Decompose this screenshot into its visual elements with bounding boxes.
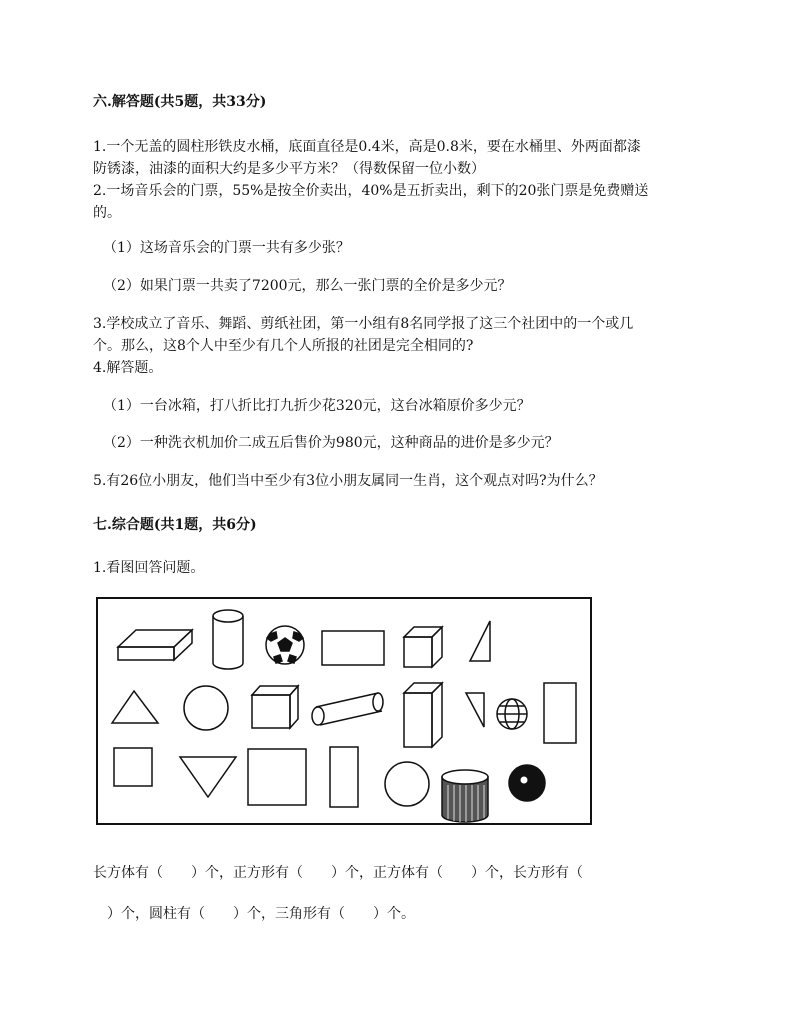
s7-answer-line2: ）个，圆柱有（ ）个，三角形有（ ）个。 — [93, 906, 415, 922]
rectangle-shape — [322, 631, 384, 665]
cuboid-tall-shape — [404, 683, 442, 747]
triangle-shape — [112, 691, 158, 723]
circle-shape — [184, 686, 228, 730]
shapes-svg — [96, 597, 592, 827]
s7-q1-line1: 1.看图回答问题。 — [93, 560, 205, 576]
square-shape — [248, 749, 306, 805]
sphere-dark-shape — [509, 765, 545, 801]
q2-line1: 2.一场音乐会的门票，55%是按全价卖出，40%是五折卖出，剩下的20张门票是免费赠送 — [93, 183, 649, 199]
cylinder-lying-shape — [312, 693, 383, 725]
triangle-shape — [470, 621, 490, 661]
soccer-ball-shape — [266, 626, 304, 664]
q5-line1: 5.有26位小朋友，他们当中至少有3位小朋友属同一生肖，这个观点对吗?为什么？ — [93, 473, 603, 489]
triangle-shape — [466, 693, 484, 727]
rectangle-shape — [544, 683, 576, 743]
cube-shape — [404, 627, 442, 667]
square-shape — [114, 748, 152, 786]
triangle-inverted-shape — [180, 757, 236, 797]
q1-line2: 防锈漆，油漆的面积大约是多少平方米？（得数保留一位小数） — [93, 161, 485, 177]
cylinder-shape — [213, 610, 243, 669]
q2-sub1: （1）这场音乐会的门票一共有多少张？ — [103, 240, 350, 256]
q1-line1: 1.一个无盖的圆柱形铁皮水桶，底面直径是0.4米，高是0.8米，要在水桶里、外两面都漆 — [93, 139, 641, 155]
shapes-figure — [96, 597, 592, 827]
q3-line2: 个。那么，这8个人中至少有几个人所报的社团是完全相同的? — [93, 338, 474, 354]
q4-sub2: （2）一种洗衣机加价二成五后售价为980元，这种商品的进价是多少元？ — [103, 435, 559, 451]
cuboid-flat-shape — [118, 630, 192, 660]
q4-sub1: （1）一台冰箱，打八折比打九折少花320元，这台冰箱原价多少元？ — [103, 398, 531, 414]
q3-line1: 3.学校成立了音乐、舞蹈、剪纸社团，第一小组有8名同学报了这三个社团中的一个或几 — [93, 316, 634, 332]
cube-shape — [252, 686, 298, 728]
q4-line1: 4.解答题。 — [93, 360, 163, 376]
circle-shape — [385, 762, 429, 806]
section6-heading: 六.解答题(共5题，共33分) — [93, 94, 267, 110]
q2-line2: 的。 — [93, 205, 121, 221]
section7-heading: 七.综合题(共1题，共6分) — [93, 517, 257, 533]
cylinder-hatched-shape — [442, 770, 488, 822]
q2-sub2: （2）如果门票一共卖了7200元，那么一张门票的全价是多少元？ — [103, 278, 512, 294]
s7-answer-line1: 长方体有（ ）个，正方形有（ ）个，正方体有（ ）个，长方形有（ — [93, 865, 583, 881]
rectangle-shape — [330, 747, 358, 807]
globe-shape — [497, 699, 527, 729]
